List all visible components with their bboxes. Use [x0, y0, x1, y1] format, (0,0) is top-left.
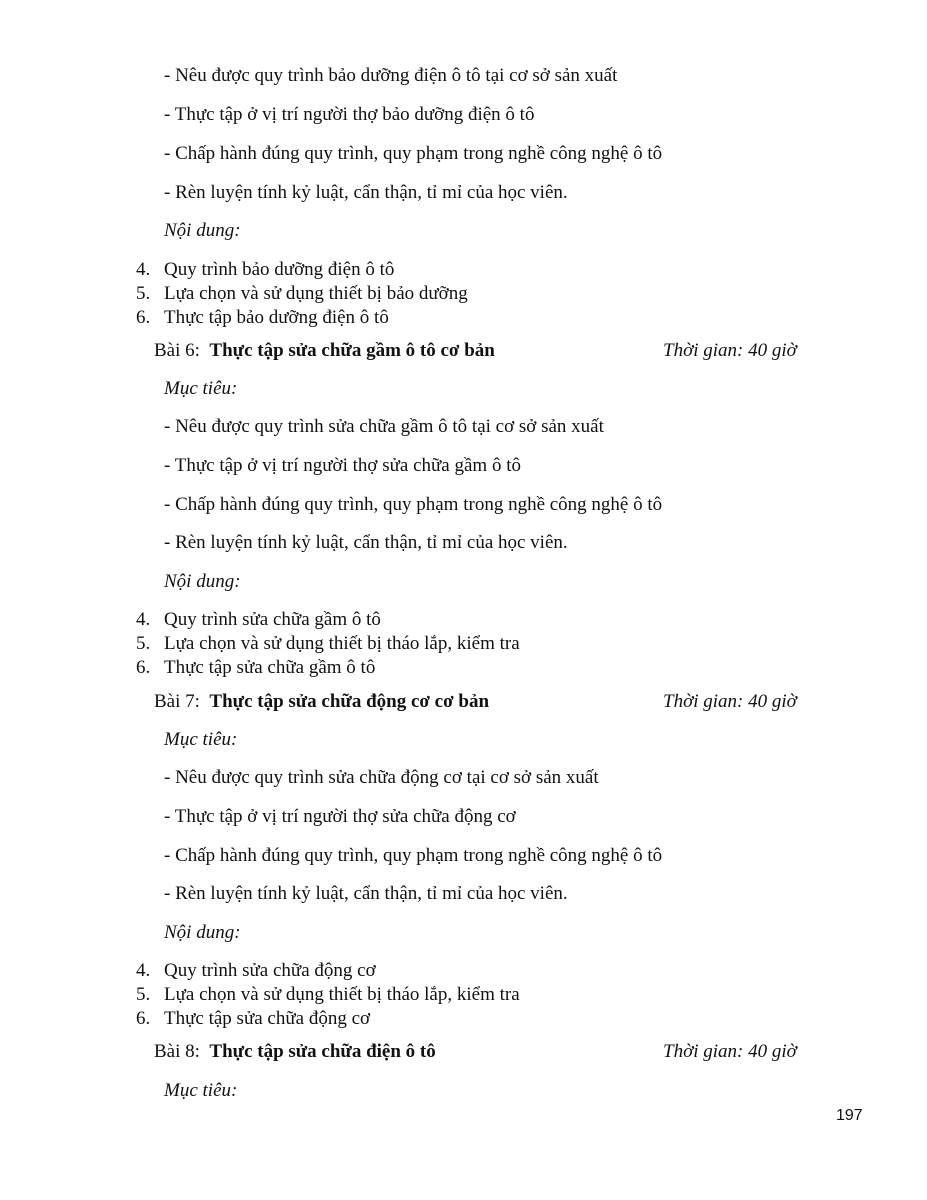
item-text: Thực tập sửa chữa gầm ô tô — [164, 657, 376, 678]
objective-line: - Nêu được quy trình sửa chữa gầm ô tô tại cơ sở sản xuất — [164, 416, 604, 437]
content-item — [136, 984, 520, 1006]
item-text: Lựa chọn và sử dụng thiết bị tháo lắp, kiểm tra — [164, 633, 520, 654]
item-text: Quy trình sửa chữa gầm ô tô — [164, 609, 381, 630]
content-item — [136, 259, 394, 281]
content-label: Nội dung: — [164, 922, 241, 943]
item-text: Thực tập sửa chữa động cơ — [164, 1008, 371, 1029]
objective-line: - Rèn luyện tính kỷ luật, cẩn thận, tỉ mỉ của học viên. — [164, 182, 568, 203]
item-number: 4. — [136, 609, 151, 630]
content-item — [136, 657, 375, 679]
objectives-label: Mục tiêu: — [164, 1080, 238, 1101]
item-text: Thực tập bảo dưỡng điện ô tô — [164, 307, 389, 328]
content-label: Nội dung: — [164, 571, 241, 592]
objectives-label: Mục tiêu: — [164, 729, 238, 750]
objective-line: - Chấp hành đúng quy trình, quy phạm trong nghề công nghệ ô tô — [164, 494, 663, 515]
item-text: Lựa chọn và sử dụng thiết bị tháo lắp, kiểm tra — [164, 984, 520, 1005]
item-number: 6. — [136, 307, 151, 328]
item-number: 6. — [136, 657, 151, 678]
lesson-prefix: Bài 7: — [154, 691, 200, 712]
item-number: 5. — [136, 984, 151, 1005]
lesson-prefix: Bài 8: — [154, 1041, 200, 1062]
objective-line: - Chấp hành đúng quy trình, quy phạm trong nghề công nghệ ô tô — [164, 845, 663, 866]
objective-line: - Nêu được quy trình sửa chữa động cơ tại cơ sở sản xuất — [164, 767, 599, 788]
lesson-prefix: Bài 6: — [154, 340, 200, 361]
lesson-title: Thực tập sửa chữa điện ô tô — [209, 1041, 436, 1062]
content-item — [136, 307, 389, 329]
lesson-time: Thời gian: 40 giờ — [663, 1041, 797, 1062]
content-item — [136, 633, 520, 655]
item-number: 4. — [136, 259, 151, 280]
item-text: Lựa chọn và sử dụng thiết bị bảo dưỡng — [164, 283, 468, 304]
lesson-8-heading — [154, 1041, 436, 1063]
objective-line: - Chấp hành đúng quy trình, quy phạm trong nghề công nghệ ô tô — [164, 143, 663, 164]
objective-line: - Rèn luyện tính kỷ luật, cẩn thận, tỉ mỉ của học viên. — [164, 883, 568, 904]
item-text: Quy trình bảo dưỡng điện ô tô — [164, 259, 395, 280]
objective-line: - Nêu được quy trình bảo dưỡng điện ô tô tại cơ sở sản xuất — [164, 65, 618, 86]
objective-line: - Thực tập ở vị trí người thợ sửa chữa động cơ — [164, 806, 516, 827]
lesson-7-heading — [154, 691, 489, 713]
lesson-time: Thời gian: 40 giờ — [663, 340, 797, 361]
objective-line: - Rèn luyện tính kỷ luật, cẩn thận, tỉ mỉ của học viên. — [164, 532, 568, 553]
objective-line: - Thực tập ở vị trí người thợ sửa chữa gầm ô tô — [164, 455, 521, 476]
item-number: 5. — [136, 633, 151, 654]
lesson-title: Thực tập sửa chữa gầm ô tô cơ bản — [209, 340, 495, 361]
item-number: 6. — [136, 1008, 151, 1029]
content-item — [136, 1008, 370, 1030]
objective-line: - Thực tập ở vị trí người thợ bảo dưỡng điện ô tô — [164, 104, 535, 125]
item-text: Quy trình sửa chữa động cơ — [164, 960, 376, 981]
item-number: 4. — [136, 960, 151, 981]
item-number: 5. — [136, 283, 151, 304]
content-item — [136, 960, 376, 982]
lesson-6-heading — [154, 340, 495, 362]
page-number: 197 — [836, 1107, 863, 1124]
objectives-label: Mục tiêu: — [164, 378, 238, 399]
content-item — [136, 609, 381, 631]
content-item — [136, 283, 468, 305]
lesson-time: Thời gian: 40 giờ — [663, 691, 797, 712]
content-label: Nội dung: — [164, 220, 241, 241]
lesson-title: Thực tập sửa chữa động cơ cơ bản — [209, 691, 490, 712]
